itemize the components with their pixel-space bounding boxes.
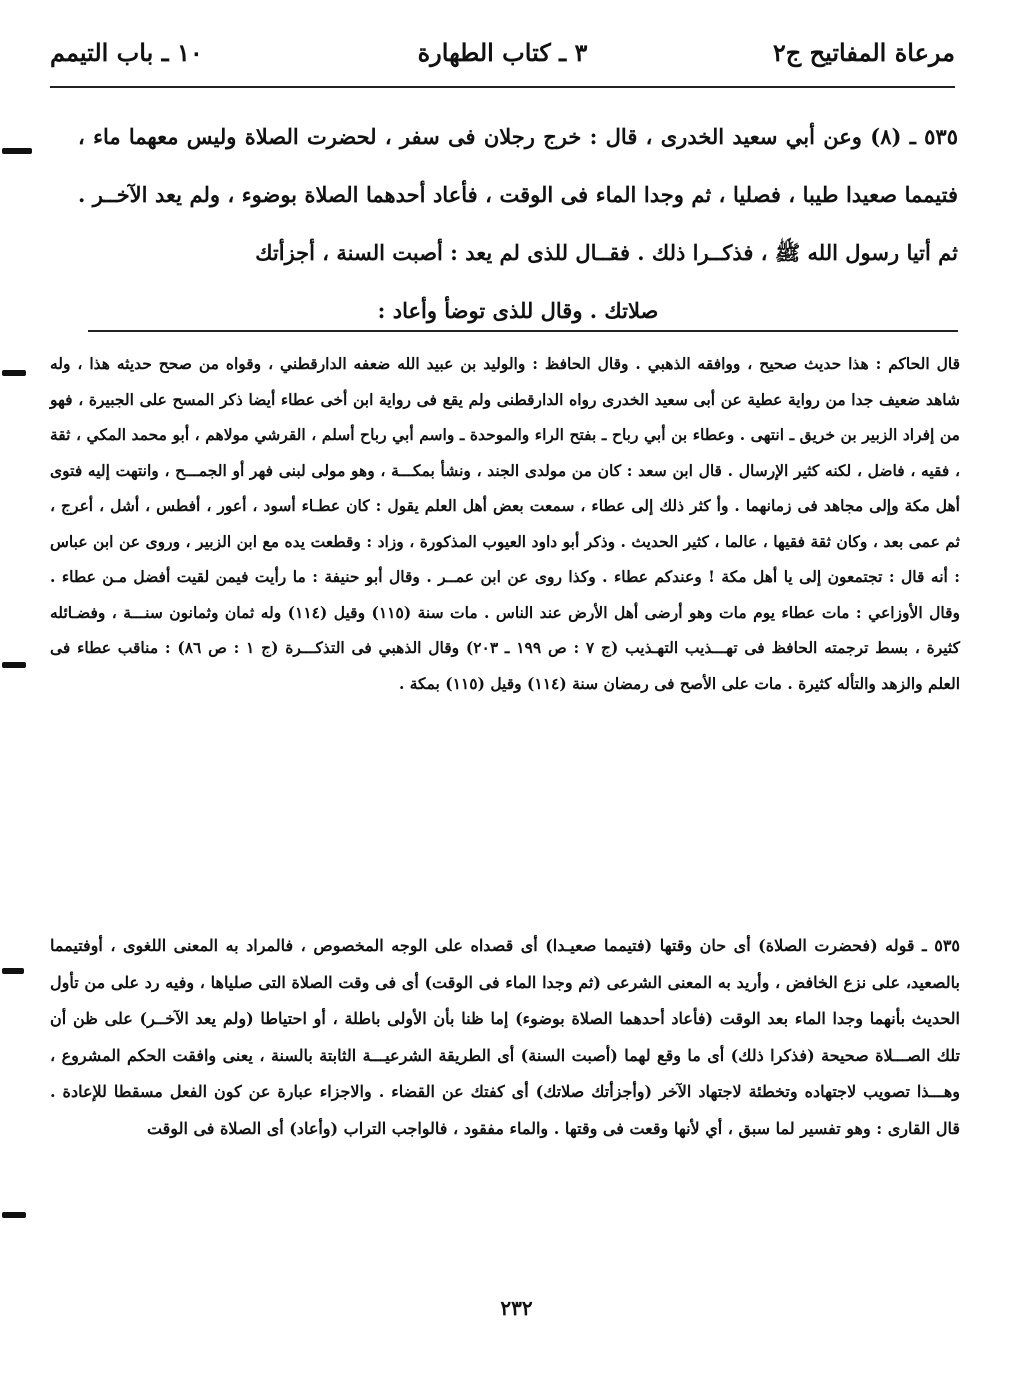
page-number: ٢٣٢	[500, 1296, 533, 1320]
header-book-title: مرعاة المفاتيح ج٢	[772, 38, 955, 67]
sharh-paragraph: ٥٣٥ ـ قوله (فحضرت الصلاة) أى حان وقتها (فتيمما صعيـدا) أى قصداه على الوجه المخصوص ، فالمراد به المعنى اللغوى ، أوفتيمما بالصعيد، على نزع الخافض ، وأريد به المعنى الشرعى (ثم وجدا الماء فى الوقت) أى فى وقت الصلاة التى صلياها ، وفيه رد على من تأول الحديث بأنهما وجدا الماء بعد الوقت (فأعاد أحدهما الصلاة بوضوء) إما ظنا بأن الأولى باطلة ، أو احتياطا (ولم يعد الآخــر) على ظن أن تلك الصـــلاة صحيحة (فذكرا ذلك) أى ما وقع لهما (أصبت السنة) أى الطريقة الشرعيـــة الثابتة بالسنة ، يعنى وافقت الحكم المشروع ، وهـــذا تصويب لاجتهاده وتخطئة لاجتهاد الآخر (وأجزأتك صلاتك) أى كفتك عن القضاء . والاجزاء عبارة عن كون الفعل مسقطا للإعادة . قال القارى : وهو تفسير لما سبق ، أي لأنها وقعت فى وقتها . والماء مفقود ، فالواجب التراب (وأعاد) أى الصلاة فى الوقت	[50, 936, 961, 1138]
running-header	[50, 30, 955, 88]
takhrij-commentary	[50, 346, 960, 701]
margin-mark	[2, 370, 26, 376]
sharh-commentary	[50, 928, 960, 1147]
hadith-last-line: صلاتك . وقال للذى توضأ وأعاد :	[377, 298, 659, 323]
margin-mark	[2, 1212, 26, 1218]
margin-mark	[2, 662, 26, 668]
header-chapter-title: ٣ ـ كتاب الطهارة	[417, 38, 588, 67]
hadith-text-block	[78, 108, 958, 340]
commentary-paragraph: قال الحاكم : هذا حديث صحيح ، ووافقه الذهبي . وقال الحافظ : والوليد بن عبيد الله ضعفه الدارقطني ، وقواه من صحح حديثه هذا ، وله شاهد ضعيف جدا من رواية عطية عن أبى سعيد الخدرى رواه الدارقطنى ولم يقع فى رواية ابن أخى عطاء أيضا ذكر المسح على الجبيرة ، فهو من إفراد الزبير بن خريق ـ انتهى . وعطاء بن أبي رباح ـ بفتح الراء والموحدة ـ واسم أبي رباح أسلم ، القرشي مولاهم ، أبو محمد المكي ، ثقة ، فقيه ، فاضل ، لكنه كثير الإرسال . قال ابن سعد : كان من مولدى الجند ، ونشأ بمكـــة ، وهو مولى لبنى فهر أو الجمـــح ، وانتهت إليه فتوى أهل مكة وإلى مجاهد فى زمانهما . وأ كثر ذلك إلى عطاء ، سمعت بعض أهل العلم يقول : كان عطـاء أسود ، أعور ، أفطس ، أشل ، أعرج ، ثم عمى بعد ، وكان ثقة فقيها ، عالما ، كثير الحديث . وذكر أبو داود العيوب المذكورة ، وزاد : وقطعت يده مع ابن الزبير ، وروى عن ابن عباس : أنه قال : تجتمعون إلى يا أهل مكة ! وعندكم عطاء . وكذا روى عن ابن عمــر . وقال أبو حنيفة : ما رأيت فيمن لقيت أفضل مـن عطاء . وقال الأوزاعي : مات عطاء يوم مات وهو أرضى أهل الأرض عند الناس . مات سنة (١١٥) وقيل (١١٤) وله ثمان وثمانون سنـــة ، وفضـائله كثيرة ، بسط ترجمته الحافظ فى تهـــذيب التهـذيب (ج ٧ : ص ١٩٩ ـ ٢٠٣) وقال الذهبي فى التذكـــرة (ج ١ : ص ٨٦) : مناقب عطاء فى العلم والزهد والتأله كثيرة . مات على الأصح فى رمضان سنة (١١٤) وقيل (١١٥) بمكة .	[50, 354, 960, 693]
margin-mark	[2, 968, 24, 974]
header-section-title: ١٠ ـ باب التيمم	[50, 38, 203, 67]
margin-mark	[2, 148, 32, 154]
separator-line	[88, 330, 958, 332]
hadith-text: ٥٣٥ ـ (٨) وعن أبي سعيد الخدرى ، قال : خرج رجلان فى سفر ، لحضرت الصلاة وليس معهما ماء ، فتيمما صعيدا طيبا ، فصليا ، ثم وجدا الماء فى الوقت ، فأعاد أحدهما الصلاة بوضوء ، ولم يعد الآخــر . ثم أتيا رسول الله ﷺ ، فذكــرا ذلك . فقــال للذى لم يعد : أصبت السنة ، أجزأتك	[78, 124, 958, 265]
